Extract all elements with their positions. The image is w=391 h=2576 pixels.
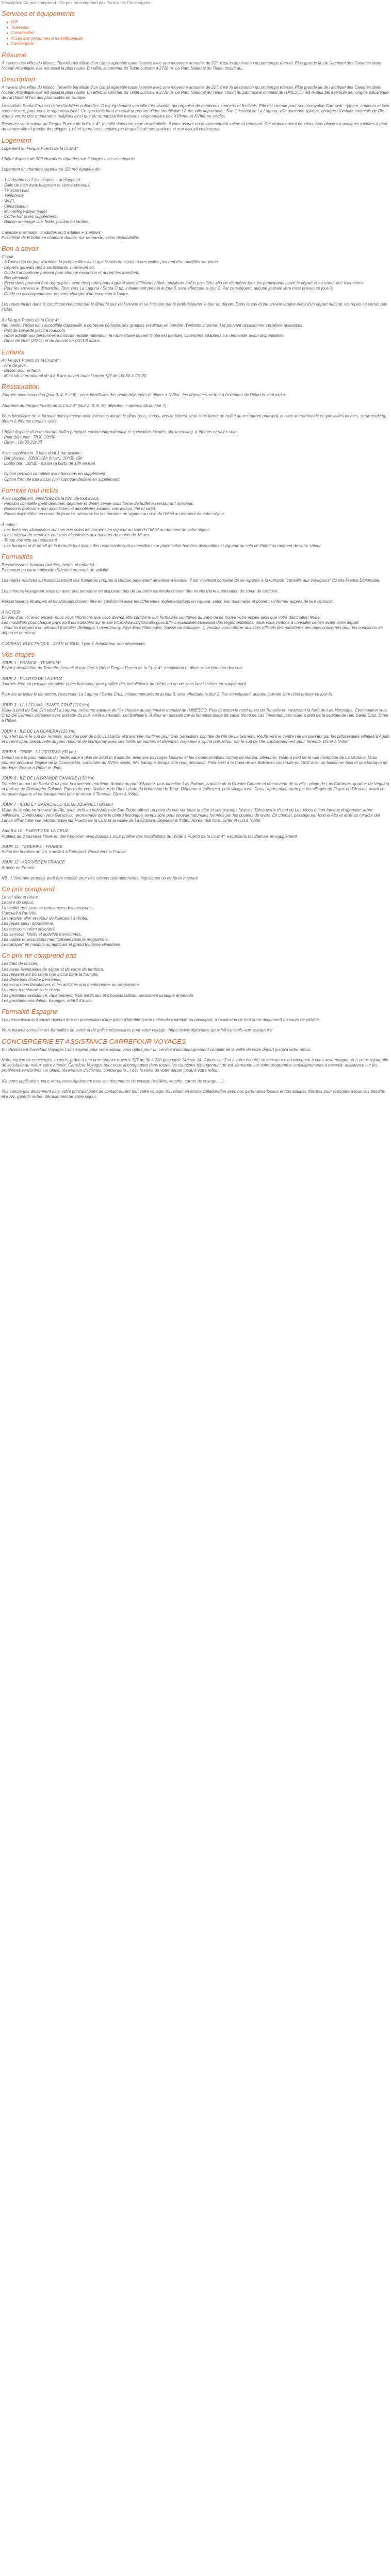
text-line: Le transfert aller et retour de l'aéroport à l'hôtel,	[2, 916, 89, 921]
enfants-lines	[2, 358, 389, 379]
text-line: Passeport ou carte nationale d'identité en cours de validité.	[2, 567, 110, 572]
text-line: - À l'occasion du jour d'arrivée, la journée libre ainsi que le soin du circuit et des visites peuvent être modifiés sur place.	[2, 260, 219, 265]
text-line	[2, 723, 389, 728]
enfants-title: Enfants	[2, 348, 25, 356]
text-line	[2, 839, 389, 844]
text-line: Les règles relatives au franchissement des frontières propres à chaque pays étant amenées à évoluer, il est vivement conseillé de se reporter à la rubrique "conseils aux voyageurs" du site France Diplomatie.	[2, 578, 381, 583]
text-line	[2, 312, 389, 317]
text-line	[2, 398, 389, 403]
text-line: Envol à destination de Tenerife. Accueil et transfert à l'hôtel Fergus Puerto de la Cruz 4*. Installation et dîner selon horaires des vols.	[2, 666, 244, 671]
logement-title: Logement	[2, 136, 31, 144]
text-line: Les repas et les boissons non inclus dans la formule,	[2, 972, 99, 977]
services-title: Services et équipements	[2, 10, 75, 18]
text-line: Avec supplément, 3 bars dont 1 bar piscine :	[2, 450, 83, 455]
text-line: - Guide francophone présent pour chaque excursion et durant les transferts.	[2, 270, 141, 275]
text-line: COURANT ÉLECTRIQUE : 230 V et 50Hz. Type F. Adaptateur non nécessaire.	[2, 641, 146, 646]
text-line: - Climatisation,	[2, 204, 29, 209]
text-line	[2, 823, 389, 828]
text-line: Départ vers le parc national du Teide, situé à plus de 2000 m d'altitude, avec ses paysages lunaires et les incontournables roches de García. Déjeuner. Visite à pied de la ville historique de La Orotava. Vous pourrez découvrir l'église de la Concepción, construite au XVIIIe siècle, très baroque, temps libre pour découvrir. Petit arrêt à la Casa de los Balcones construite en 1632 avec un balcon en bois et une fabrique de broderie. Retour à l'hôtel et dîner.	[2, 755, 388, 770]
text-line: Capacité maximale : 3 adultes ou 2 adultes + 1 enfant.	[2, 230, 102, 235]
page	[0, 0, 391, 1104]
text-line	[2, 1053, 389, 1058]
text-line: JOUR 5 : TEIDE - LA OROTAVA (90 km)	[2, 750, 76, 755]
text-line: Les repas inclus dans le circuit commencent par le dîner le jour de l'arrivée et se finissent par le petit-déjeuner le jour du départ. Dans le cas d'une arrivée tardive et/ou d'un départ matinal, les repas ne seront pas inclus.	[2, 301, 387, 312]
logement-lines	[2, 146, 389, 241]
formalite-espagne-title: Formalité Espagne	[2, 1007, 58, 1015]
text-line: Les frais de dossier,	[2, 961, 39, 967]
conciergerie-title: CONCIERGERIE ET ASSISTANCE CARREFOUR VOYAGES	[2, 1037, 186, 1045]
ce-prix-comprend-lines	[2, 895, 389, 947]
text-line: La taxe de séjour,	[2, 900, 35, 905]
text-line: Au Fergus Puerto de la Cruz 4* :	[2, 317, 61, 323]
text-line	[2, 409, 389, 414]
text-line	[2, 517, 389, 522]
text-line: Visite à pied de San Cristobal La Laguna, ancienne capitale de l'île classée au patrimoine mondial de l'UNESCO. Puis direction le nord-ouest de Tenerife en traversant la forêt de Las Mercedes. Continuation vers Cruz del Carmen, déjeuner avec poisson du jour. Arrêt au mirador del Bailadero. Retour en passant par la fameuse plage de sable blond de Las Teresitas, puis visite à pied de la capitale de l'île, Santa Cruz. Dîner à l'hôtel.	[2, 707, 389, 723]
text-line: - Tenue correcte au restaurant.	[2, 538, 58, 543]
service-item: Télévision	[11, 25, 389, 31]
text-line	[2, 173, 389, 178]
text-line	[2, 604, 389, 609]
text-line: Profitez de 3 journées libres en demi-pension avec boissons pour profiter des installations de l'hôtel à Puerto de la Cruz 4*, excursions facultatives en supplément.	[2, 834, 298, 839]
text-line: Les mineurs voyageant seuls ou avec une personne ne disposant pas de l'autorité parentale doivent être munis d'une autorisation de sortie de territoire.	[2, 588, 279, 594]
text-line: Journée avec excursion (jour 3, 4, 5 et 6) : vous bénéficiez des petits-déjeuners et dîners à l'hôtel : les déjeuners se font à l'extérieur de l'hôtel et sont inclus.	[2, 393, 287, 398]
text-line: Notre équipe de concierges, experts, grâce à une permanence ouverte 7j/7 de 9h à 22h (joignable 24h sur 24, 7 jours sur 7 et à votre écoute) se consacre exclusivement à vous accompagner et à votre séjour afin de satisfaire au mieux votre attente. Carrefour Voyages pour vous accompagner dans toutes les situations (changement de vol, demande sur votre programme, renseignements à recevoir, assistance sur les problèmes rencontrés sur place, réservation d'activités, conciergerie...) dès la veille de votre départ jusqu'à votre retour.	[2, 1057, 388, 1073]
text-line: Logement au Fergus Puerto de la Cruz 4* :	[2, 146, 80, 151]
text-line: - Option formule tout inclus (voir rubrique dédiée) en supplément	[2, 477, 120, 482]
text-line	[2, 425, 389, 430]
text-line: Les visites et excursions mentionnées dans le programme,	[2, 937, 109, 942]
text-line: En choisissant Carrefour Voyages Conciergerie pour votre séjour, vous optez pour un service d'accompagnement complet de la veille de votre départ jusqu'à votre retour.	[2, 1047, 312, 1052]
text-line: - Téléphone,	[2, 193, 25, 198]
text-line: Via votre application, vous retrouverez également tous vos documents de voyage (e-billets, vouche, carnet de voyage, ...)	[2, 1078, 224, 1083]
text-line: - Les boissons alcoolisées sont servies selon les horaires en vigueur au sein de l'hôtel au moment de votre séjour.	[2, 527, 210, 532]
text-line: Circuit :	[2, 255, 16, 260]
service-item: Wifi	[11, 20, 389, 25]
text-line	[2, 162, 389, 167]
vos-etapes-lines	[2, 660, 389, 881]
text-line: Les boissons selon descriptif,	[2, 926, 56, 931]
text-line: - Salle de bain avec baignoire et sèche-cheveux,	[2, 182, 91, 188]
text-line: Les dépenses d'ordre personnel,	[2, 977, 62, 982]
text-line: JOUR 3 : LA LAGUNA - SANTA CRUZ (110 km)	[2, 702, 89, 707]
text-line: - Miniclub international de 4 à 8 ans ouvert toute l'année 7j/7 de 10h30 à 17h30	[2, 374, 146, 379]
text-line: JOUR 1 : FRANCE - TENERIFE	[2, 660, 61, 665]
text-line	[2, 855, 389, 860]
text-line: Ressortissants français (adultes, bébés et enfants) :	[2, 562, 97, 567]
text-line: Visite de la côte nord-ouest de l'île, avec arrêt au belvédère de San Pedro offrant un point de vue sur toute la côte et ses grandes falaises. Découverte d'Icod de Los Vinos et son fameux dragonnier, arbre millénaire. Continuation vers Garachico, promenade dans le centre historique, temps libre pour pouvoir naturelles formées par les coulées de laves. En chemin, passage par Icod el Alto et arrêt au mirador del Lance offrant une vue panoramique sur Puerto de la Cruz et la vallée de La Orotava. Déjeuner à l'hôtel. Après-midi libre. Dîner et nuit à l'hôtel.	[2, 807, 380, 823]
text-line: JOUR 2 : PUERTO DE LA CRUZ	[2, 676, 62, 681]
text-line: JOUR 7 : ICOD ET GARACHICO (DEMI-JOURNÉE) (90 km)	[2, 802, 113, 807]
text-line: La totalité des taxes et redevances des aéroports,	[2, 905, 93, 910]
service-item: Conciergerie	[11, 41, 389, 47]
formule-lines	[2, 496, 389, 549]
text-line	[2, 573, 389, 578]
text-line: - Les horaires et le détail de la formule tout inclus des restaurants sont accessibles sur place selon horaires disponibles et vigueur au sein de l'hôtel au moment de votre séjour.	[2, 543, 322, 548]
text-line: Les garanties assistance, rapatriement, frais médicaux et d'hospitalisation, assistance juridique et pénale,	[2, 993, 194, 998]
text-line: L'accueil à l'arrivée,	[2, 910, 38, 916]
text-line: Vous bénéficiez de la formule demi-pension avec boissons durant le dîner (eau, sodas, vins et bières) servi sous forme de buffet au restaurant principal, cuisine internationale et spécialités locales, show cooking, dîners à thèmes certains soirs.	[2, 414, 386, 424]
conciergerie-lines	[2, 1047, 389, 1100]
text-line: JOUR 4 : ÎLE DE LA GOMERA (125 km)	[2, 728, 76, 734]
text-line: Ressortissants étrangers et binationaux doivent être en conformité avec les différentes réglementations en vigueur, selon leur nationalité et doivent s'informer auprès de leur consulat.	[2, 599, 334, 604]
text-line: À noter :	[2, 522, 18, 527]
text-line: Arrivée en France.	[2, 865, 36, 870]
text-line: - Départs garantis dès 2 participants, maximum 50.	[2, 265, 95, 270]
text-line: L'hôtel dispose de 303 chambres réparties sur 7 étages avec ascenseurs.	[2, 156, 137, 161]
text-line: Journées au Fergus Puerto de la Cruz 4* (jour 2, 8, 9, 10, déjeuner + après-midi du jour 7) :	[2, 403, 169, 408]
text-line: Vous pouvez consulter les formalités de santé et de police nécessaires pour votre voyage : https://www.diplomatie.gouv.fr/fr/conseils-aux-voyageurs/	[2, 1028, 273, 1033]
text-line: Vos concierges deviennent ainsi votre principal point de contact durant tout votre voyage, travaillant en étroite collaboration avec nos partenaires locaux et nos équipes internes pour répondre à tous vos besoins et avez, garantir le bon déroulement de votre séjour.	[2, 1089, 385, 1099]
text-line: - Il est interdit de servir les boissons alcoolisées aux mineurs de moins de 18 ans.	[2, 533, 151, 538]
text-line	[2, 445, 389, 450]
text-line: - Boissons (boissons non alcoolisées et alcoolisées locales, vins locaux, thé et café).	[2, 506, 156, 512]
text-line: Le repas mentionné sous charte,	[2, 988, 62, 993]
text-line: JOUR 11 : TENERIFE - FRANCE	[2, 844, 63, 849]
text-line: Le vol aller et retour,	[2, 895, 39, 900]
text-line	[2, 151, 389, 157]
vos-etapes-title: Vos étapes	[2, 650, 35, 658]
text-line	[2, 297, 389, 302]
text-line: Les ressortissants français doivent être en possession d'une pièce d'identité (carte nationale d'identité ou passeport, à l'exclusion de tout autre document) en cours de validité.	[2, 1017, 320, 1022]
formule-title: Formule tout inclus	[2, 486, 58, 494]
text-line: - Lobby bar : 18h30 - minuit (à partir de 19h en été).	[2, 461, 96, 466]
ce-prix-ne-comprend-pas-lines	[2, 961, 389, 1004]
formalites-title: Formalités	[2, 552, 33, 561]
text-line: JOUR 12 : ARRIVÉE EN FRANCE	[2, 860, 65, 865]
ce-prix-comprend-title: Ce prix comprend	[2, 885, 55, 893]
text-line	[2, 1023, 389, 1028]
text-line: - Wi-Fi,	[2, 198, 15, 204]
text-line: - Pour tout départ d'un aéroport frontalier (Belgique, Luxembourg, Pays-Bas, Allemagne, Suisse ou Espagne...), veuillez vous référer aux sites officiels des ministères des pays concernés pour les conditions de départ et de retour.	[2, 625, 383, 636]
header-description: Description Ce prix comprend : Ce prix ne comprend pas Formalités Conciergerie	[2, 1, 151, 5]
restauration-lines	[2, 393, 389, 482]
services-list	[2, 20, 389, 47]
text-line: Jour 8 à 10 : PUERTO DE LA CRUZ	[2, 828, 69, 834]
text-line	[2, 584, 389, 589]
text-line: Les taxes éventuelles de séjour et de sortie de territoire,	[2, 967, 104, 972]
formalite-espagne-lines	[2, 1018, 389, 1033]
text-line: - Aire de jeux.	[2, 363, 27, 368]
text-line: Logement en chambre supérieure (25 m²) équipée de :	[2, 167, 102, 172]
text-line: - Excursions pouvant être regroupées avec des participants logeant dans différents hôtels, plusieurs arrêts possibles afin de récupérer tous les participants avant le départ et au retour des excursions.	[2, 281, 365, 286]
text-line: Info vérité : l'hôtel est susceptible d'accueillir à certaines périodes des groupes (explique un nombre d'enfants important) et pouvant occasionner certaines nuisances.	[2, 323, 304, 328]
text-line	[2, 687, 389, 692]
resume-text: À travers des villes du Maroc, Tenerife bénéficie d'un climat agréable toute l'année avec une moyenne annuelle de 22°, c'est la destination du printemps éternel. Plus grande île de l'archipel des Canaries dans l'océan Atlantique, elle est aussi la plus haute. En effet, le sommet du Teide culmine à 3718 m. Le Parc National du Teide, inscrit au...	[2, 60, 381, 71]
text-line: Journée libre en pension complète (avec boissons) pour profiter des installations de l'hôtel ou en vie sans localisations en supplément.	[2, 681, 247, 686]
text-line: - Pension complète (petit-déjeuner, déjeuner et dîner) servie sous forme de buffet au restaurant principal.	[2, 501, 193, 506]
text-line: - Guide ou accompagnateur pouvant changer d'un excursion à l'autre.	[2, 291, 129, 296]
text-line	[2, 744, 389, 750]
text-line: - Coffre-fort (avec supplément)	[2, 214, 58, 219]
resume-title: Résumé	[2, 50, 27, 59]
description-title: Description	[2, 75, 36, 83]
text-line	[2, 1074, 389, 1079]
text-line: Avec supplément, bénéficiez de la formule tout inclus :	[2, 496, 101, 501]
text-line: Selon les horaires de vol, transfert à l'aéroport. Envol vers la France.	[2, 850, 127, 855]
description-paragraph: Réservez votre séjour au Fergus Puerto de la Cruz 4*. Installé dans une zone résidentielle, il vous assure un environnement calme et reposant. Cet emplacement de choix vous placera à quelques minutes à pied du centre-ville et proche des plages. L'hôtel saura vous séduire par la qualité de ses services et son accueil chaleureux.	[2, 122, 387, 132]
text-line: - Petit-déjeuner : 7h30-10h30	[2, 434, 56, 439]
text-line: - Encas disponibles en cours de journée, servis selon les horaires en vigueur au sein de l'hôtel au moment de votre séjour.	[2, 512, 225, 517]
text-line: - Dîner de Noël (25/12) et du Nouvel an (31/12) inclus.	[2, 338, 101, 344]
text-line: Transfert dans le sud de Tenerife, jusqu'au port de Los Cristianos et traversée maritime pour San Sebastian, capitale de l'île de La Gomera. Route vers le centre l'île en passant par les pittoresques villages d'Agulo et d'Hermigua. Découverte du parc national de Garajonay avec ses forêts de lauriers et déjeuner. Déjeuner à Epina puis retour par le sud de l'île. Embarquement pour Tenerife. Dîner à l'hôtel.	[2, 734, 389, 744]
text-line	[2, 466, 389, 471]
text-line: Pour les arrivées le dimanche, l'excursion La Laguna / Santa Cruz, initialement prévue le jour 3, sera effectuée le jour 2. Par conséquent, aucune journée libre n'est prévue ce jour-là.	[2, 692, 333, 697]
bon-a-savoir-lines	[2, 255, 389, 344]
text-line: - 1 lit double ou 2 lits simples + lit d'appoint	[2, 177, 80, 182]
text-line: Possibilité de lit bébé en chambre double, sur demande, selon disponibilité.	[2, 235, 139, 240]
text-line: Les services, loisirs et activités mentionnés,	[2, 931, 82, 937]
text-line	[2, 697, 389, 702]
text-line: - TV écran plat,	[2, 188, 30, 193]
text-line	[2, 594, 389, 599]
description-paragraph: À travers des villes du Maroc, Tenerife bénéficie d'un climat agréable toute l'année avec une moyenne annuelle de 22°, c'est la destination du printemps éternel. Plus grande île de l'archipel des Canaries dans l'océan Atlantique, elle est aussi la plus haute. En effet, le sommet du Teide culmine à 3718 m. Le Parc National du Teide, inscrit au patrimoine mondial de l'UNESCO est la plus bel exemple de l'origine volcanique de l'archipel et l'un des plus visités en Europe.	[2, 84, 389, 100]
text-line: JOUR 6 : ÎLE DE LA GRANDE CANARIE (190 km)	[2, 776, 95, 781]
text-line: A NOTER	[2, 609, 20, 615]
text-line: L'hôtel dispose d'un restaurant buffet principal, cuisine internationale et spécialités locales, show cooking, à thèmes certains soirs.	[2, 429, 239, 434]
service-item: Climatisation	[11, 30, 389, 36]
text-line	[2, 225, 389, 230]
text-line: - Mini-réfrigérateur (vide),	[2, 209, 48, 214]
text-line: - Dîner : 18h30-21h30	[2, 440, 42, 445]
text-line: Le transport en minibus ou autocars et grand tourisme climatisés.	[2, 942, 121, 947]
text-line: - Prêt de serviette piscine (caution).	[2, 328, 67, 333]
text-line	[2, 771, 389, 776]
text-line: - Bus climatisé.	[2, 275, 30, 280]
text-line: - Bassin pour enfants.	[2, 368, 42, 373]
description-paragraph: La capitale Santa Cruz est riche d'activités culturelles. C'est également une ville très vivante, qui organise de nombreux concerts et festivals. Elle est connue pour son incroyable Carnaval : rythme, couleurs et luxe sans mesure, pour vous le vigoureux Noël. Ce spectacle haut en couleur promet d'être inoubliable ! Autre ville importante : San Cristobal de La Laguna, ville ancienne typique, chargée d'histoire coloniale de l'île : vous y verrez des monuments religieux ainsi que de remarquables maisons seigneuriales des XVIème et XVIIIème siècles.	[2, 103, 389, 118]
text-line: - Balcon aménagé vue Teide, piscine ou jardins.	[2, 219, 90, 225]
text-line: Les repas selon programme,	[2, 921, 54, 926]
text-line	[2, 797, 389, 802]
text-line: En vue d'un vol avec escale, nous vous informons que vous devrez être conforme aux formalités sanitaires du pays où se trouve votre escale ainsi que votre destination finale.	[2, 615, 321, 620]
bon-a-savoir-title: Bon à savoir	[2, 245, 39, 253]
ce-prix-ne-comprend-pas-title: Ce prix ne comprend pas	[2, 952, 77, 960]
text-line: - Option pension complète avec boissons en supplément	[2, 471, 106, 477]
text-line	[2, 636, 389, 641]
text-line: NB : L'itinéraire proposé peut être modifié pour des raisons opérationnelles, logistiques ou de force majeure	[2, 876, 198, 881]
text-line: Transfert au port de Santa Cruz pour la traversée maritime. Arrivée au port d'Agaete, puis direction Las Palmas, capitale de la Grande Canarie et découverte de la ville : plage de Las Canteras, quartier de Vegueta et maison de Christophe Colomb. Puis route vers l'intérieur de l'île et visite du botanique de Teror. Déjeuner à Valleseco, petit village rural. Dans l'après-midi, route par les villages de Firgas et d'Arucas, avant de retrouver Agaete et embarquement pour le retour à Tenerife. Dîner à l'hôtel.	[2, 781, 389, 796]
formalites-lines	[2, 563, 389, 647]
text-line	[2, 871, 389, 876]
text-line	[2, 671, 389, 676]
text-line: - Bar piscine : 10h30-18h (hiver), 10h30-19h	[2, 455, 83, 461]
text-line: Les excursions facultatives et les activités non mentionnées au programme,	[2, 982, 140, 988]
text-line: Au Fergus Puerto de la Cruz 4* :	[2, 358, 61, 363]
restauration-title: Restauration	[2, 383, 40, 391]
service-item: Accès aux personnes à mobilité réduite	[11, 36, 389, 42]
text-line: - Pour les arrivées le dimanche, Tous vers La Laguna / Santa Cruz, initialement prévue le jour 3, sera effectuée le jour 2. Par conséquent, aucune journée libre n'est prévue ce jour-là.	[2, 286, 334, 291]
text-line	[2, 1084, 389, 1089]
text-line: - Hôtel adapté aux personnes à mobilité réduite (attention: la route située devant l'hôtel est pentue). Chambres adaptées sur demande, selon disponibilités.	[2, 333, 285, 338]
text-line: Les modalités pour chaque pays sont consultables sur le site https://www.diplomatie.gouv.fr/fr/ L'exclusivité incessant des règlementations, nous vous invitons à consulter ce lien avant votre départ.	[2, 620, 360, 625]
text-line: Les garanties annulation, bagages, retard d'avion.	[2, 998, 93, 1003]
